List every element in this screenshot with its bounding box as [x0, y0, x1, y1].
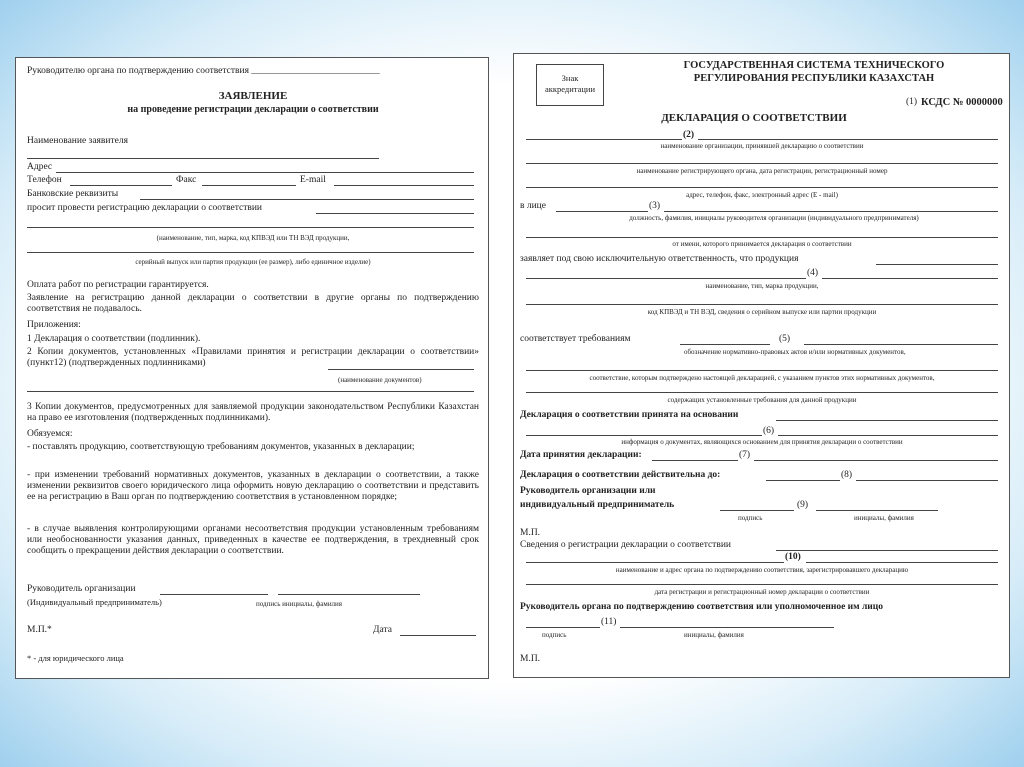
position-caption: должность, фамилия, инициалы руководителя организации (индивидуального предпринимателя) [629, 214, 919, 222]
reg-line [526, 163, 998, 164]
basis-label: Декларация о соответствии принята на основании [520, 410, 739, 420]
payment-text: Оплата работ по регистрации гарантируется. [27, 280, 209, 290]
declares-line [876, 264, 998, 265]
valid-line-2 [856, 480, 998, 481]
in-person-line [556, 211, 648, 212]
field-3: (3) [649, 201, 661, 211]
bank-line [140, 199, 474, 200]
field-5: (5) [779, 334, 791, 344]
body-caption: наименование и адрес органа по подтверждению соответствия, зарегистрировавшего декларацию [615, 566, 909, 574]
stamp-label-2: М.П. [520, 654, 541, 664]
body-line-2 [806, 562, 998, 563]
head-label-1: Руководитель организации или [520, 486, 656, 496]
attachment-3: 3 Копии документов, предусмотренных для заявляемой продукции законодательством Республики Казахстан на право ее изготовления (подтвержденных подлинниками). [27, 402, 479, 423]
code: КСДС № 0000000 [921, 97, 1003, 108]
regdate-caption: дата регистрации и регистрационный номер декларации о соответствии [654, 588, 870, 596]
on-behalf-caption: от имени, которого принимается декларация о соответствии [672, 240, 852, 248]
field-10: (10) [785, 552, 801, 562]
obligation-2: - при изменении требований нормативных документов, указанных в декларации о соответствии, а также изменении реквизитов своего юридического лица оформить новую декларацию о соответствии и представить ее на регистрацию в Ваш орган по подтверждению соответствия в установленном порядке; [27, 470, 479, 502]
fax-label: Факс [176, 175, 197, 185]
sign-caption: подпись [738, 514, 763, 522]
basis-line-2 [526, 435, 762, 436]
sign-caption-2: подпись [542, 631, 567, 639]
head-sign-line [160, 594, 268, 595]
field-7: (7) [739, 450, 751, 460]
obligation-1: - поставлять продукцию, соответствующую требованиям документов, указанных в декларации; [27, 442, 415, 452]
date-line [652, 460, 738, 461]
product-caption: (наименование, тип, марка, код КПВЭД или ТН ВЭД продукции, [156, 234, 350, 242]
field-2: (2) [683, 130, 695, 140]
position-line [526, 237, 998, 238]
obligation-3: - в случае выявления контролирующими органами несоответствия продукции установленным требованиям или необоснованности указания данных, приведенных в качестве ее подтверждения, в трехдневный срок сообщить о прекращении действия декларации о соответствии. [27, 524, 479, 556]
norms-line [526, 370, 998, 371]
fax-line [202, 185, 296, 186]
valid-label: Декларация о соответствии действительна до: [520, 470, 721, 480]
stamp-label: М.П.* [27, 625, 52, 635]
header-line-1: ГОСУДАРСТВЕННАЯ СИСТЕМА ТЕХНИЧЕСКОГО [683, 60, 945, 71]
complies-line-2 [804, 344, 998, 345]
basis-line-3 [778, 435, 998, 436]
date-line-2 [754, 460, 998, 461]
header-line-2: РЕГУЛИРОВАНИЯ РЕСПУБЛИКИ КАЗАХСТАН [693, 73, 935, 84]
head-sign-line [720, 510, 794, 511]
norms-caption: обозначение нормативно-правовых актов и/или нормативных документов, [684, 348, 906, 356]
head-sublabel: (Индивидуальный предприниматель) [27, 597, 162, 607]
field-11: (11) [601, 617, 617, 627]
head-name-line [278, 594, 420, 595]
address-line [56, 172, 474, 173]
initials-caption: инициалы, фамилия [854, 514, 914, 522]
body-head-sign-line [526, 627, 600, 628]
code-caption: код КПВЭД и ТН ВЭД, сведения о серийном выпуске или партии продукции [647, 308, 877, 316]
not-submitted-text: Заявление на регистрацию данной декларации о соответствии в другие органы по подтверждению соответствия не подавалось. [27, 293, 479, 314]
request-line [316, 213, 474, 214]
code-number: (1) [906, 97, 918, 107]
attachment-1: 1 Декларация о соответствии (подлинник). [27, 334, 201, 344]
product-line-2 [822, 278, 998, 279]
declares-label: заявляет под свою исключительную ответственность, что продукция [520, 254, 799, 264]
sign-caption: подпись инициалы, фамилия [256, 600, 343, 608]
address-label: Адрес [27, 162, 53, 172]
info-caption: информация о документах, являющихся основанием для принятия декларации о соответствии [621, 438, 903, 446]
addr-line [526, 187, 998, 188]
accreditation-mark-line1: Знак [561, 73, 579, 83]
serial-caption: серийный выпуск или партия продукции (ее размер), либо единичное изделие) [135, 258, 371, 266]
documents-caption: (наименование документов) [338, 376, 422, 384]
complies-label: соответствует требованиям [520, 334, 631, 344]
addr-caption: адрес, телефон, факс, электронный адрес (E - mail) [686, 191, 838, 199]
regdate-line [526, 584, 998, 585]
applicant-name-line [27, 158, 379, 159]
field-9: (9) [797, 500, 809, 510]
attachment-2: 2 Копии документов, установленных «Правилами принятия и регистрации декларации о соответствии» (пункт12) (подтвержденных подлинниками) [27, 347, 479, 368]
complies-line [680, 344, 770, 345]
confirm-line [526, 392, 998, 393]
documents-line [27, 391, 474, 392]
body-line [526, 562, 784, 563]
in-person-line-2 [664, 211, 998, 212]
head-name-line [816, 510, 938, 511]
phone-label: Телефон [27, 175, 62, 185]
initials-caption-2: инициалы, фамилия [684, 631, 744, 639]
field-6: (6) [763, 426, 775, 436]
reg-caption: наименование регистрирующего органа, дата регистрации, регистрационный номер [636, 167, 888, 175]
date-label: Дата принятия декларации: [520, 450, 642, 460]
application-title: ЗАЯВЛЕНИЕ [218, 90, 288, 102]
body-head-label: Руководитель органа по подтверждению соответствия или уполномоченное им лицо [520, 602, 884, 612]
footnote: * - для юридического лица [27, 653, 124, 663]
valid-line [766, 480, 840, 481]
obligations-heading: Обязуемся: [27, 429, 73, 439]
declaration-form-sheet [513, 53, 1010, 678]
addressee-line: Руководителю органа по подтверждению соответствия ___________________________ [27, 66, 380, 76]
org-line-2 [698, 139, 998, 140]
product-line-1 [27, 227, 474, 228]
application-form-sheet [15, 57, 489, 679]
product-caption: наименование, тип, марка продукции, [705, 282, 819, 290]
date-line [400, 635, 476, 636]
accreditation-mark-box [536, 64, 604, 106]
attachments-heading: Приложения: [27, 320, 81, 330]
stamp-label: М.П. [520, 528, 541, 538]
declaration-title: ДЕКЛАРАЦИЯ О СООТВЕТСТВИИ [661, 112, 847, 124]
requirements-caption: содержащих установленные требования для данной продукции [667, 396, 857, 404]
body-head-name-line [620, 627, 834, 628]
accreditation-mark-line2: аккредитации [544, 84, 596, 94]
head-label: Руководитель организации [27, 584, 136, 594]
reg-info-line [776, 550, 998, 551]
date-label: Дата [373, 625, 392, 635]
request-label: просит провести регистрацию декларации о соответствии [27, 203, 262, 213]
code-line [526, 304, 998, 305]
product-line [526, 278, 806, 279]
org-line [526, 139, 682, 140]
email-line [334, 185, 474, 186]
field-4: (4) [807, 268, 819, 278]
reg-info-label: Сведения о регистрации декларации о соответствии [520, 540, 731, 550]
field-8: (8) [841, 470, 853, 480]
bank-label: Банковские реквизиты [27, 189, 119, 199]
phone-line [70, 185, 172, 186]
head-label-2: индивидуальный предприниматель [520, 500, 675, 510]
email-label: E-mail [300, 175, 326, 185]
product-line-2 [27, 252, 474, 253]
in-person-label: в лице [520, 201, 546, 211]
basis-line [776, 420, 998, 421]
applicant-name-label: Наименование заявителя [27, 136, 128, 146]
application-subtitle: на проведение регистрации декларации о соответствии [127, 104, 379, 115]
confirm-caption: соответствие, которым подтверждено настоящей декларацией, с указанием пунктов этих нормативных документов, [589, 374, 935, 382]
org-caption: наименование организации, принявшей декларацию о соответствии [660, 142, 864, 150]
attachment-2-line [328, 369, 474, 370]
